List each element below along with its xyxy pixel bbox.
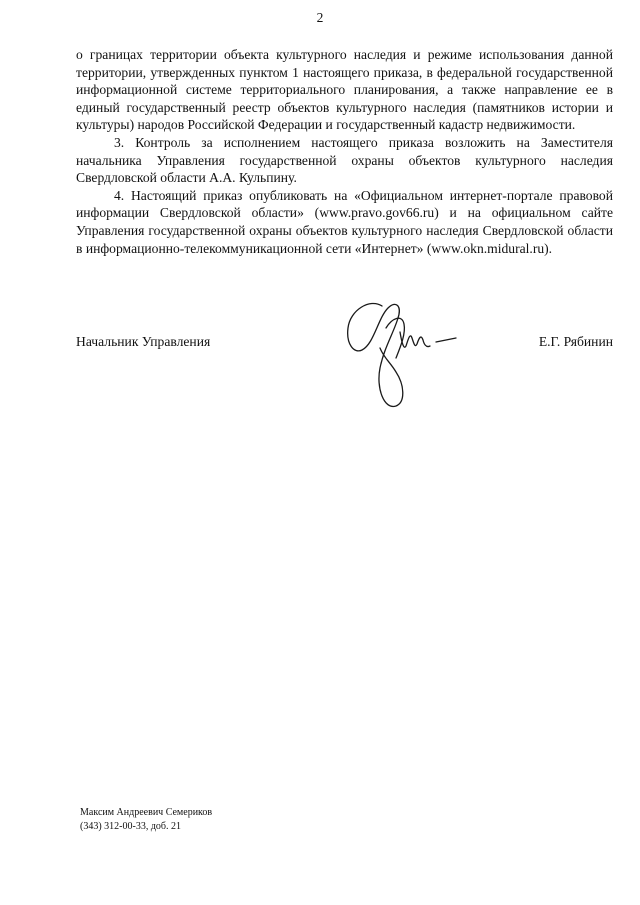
executor-contact — [80, 806, 212, 834]
executor-name: Максим Андреевич Семериков — [80, 807, 213, 818]
signature-row — [76, 334, 613, 354]
paragraph-continuation: о границах территории объекта культурного наследия и режиме использования данной территории, утвержденных пунктом 1 настоящего приказа, в федеральной государственной информационной системе территориального планирования, а также направление ее в единый государственный реестр объектов культурного наследия (памятников истории и культуры) народов Российской Федерации и государственный кадастр недвижимости. — [76, 47, 613, 133]
document-body — [76, 46, 613, 257]
signer-title: Начальник Управления — [76, 334, 211, 349]
page-number: 2 — [316, 10, 324, 25]
executor-phone: (343) 312-00-33, доб. 21 — [80, 821, 181, 832]
paragraph-3: 3. Контроль за исполнением настоящего приказа возложить на Заместителя начальника Управления государственной охраны объектов культурного наследия Свердловской области А.А. Кульпину. — [76, 134, 613, 186]
paragraph-4: 4. Настоящий приказ опубликовать на «Официальном интернет-портале правовой информации Свердловской области» (www.pravo.gov66.ru) и на официальном сайте Управления государственной охраны объектов культурного наследия Свердловской области в информационно-телекоммуникационной сети «Интернет» (www.okn.midural.ru). — [76, 187, 613, 256]
signer-name: Е.Г. Рябинин — [538, 334, 613, 349]
